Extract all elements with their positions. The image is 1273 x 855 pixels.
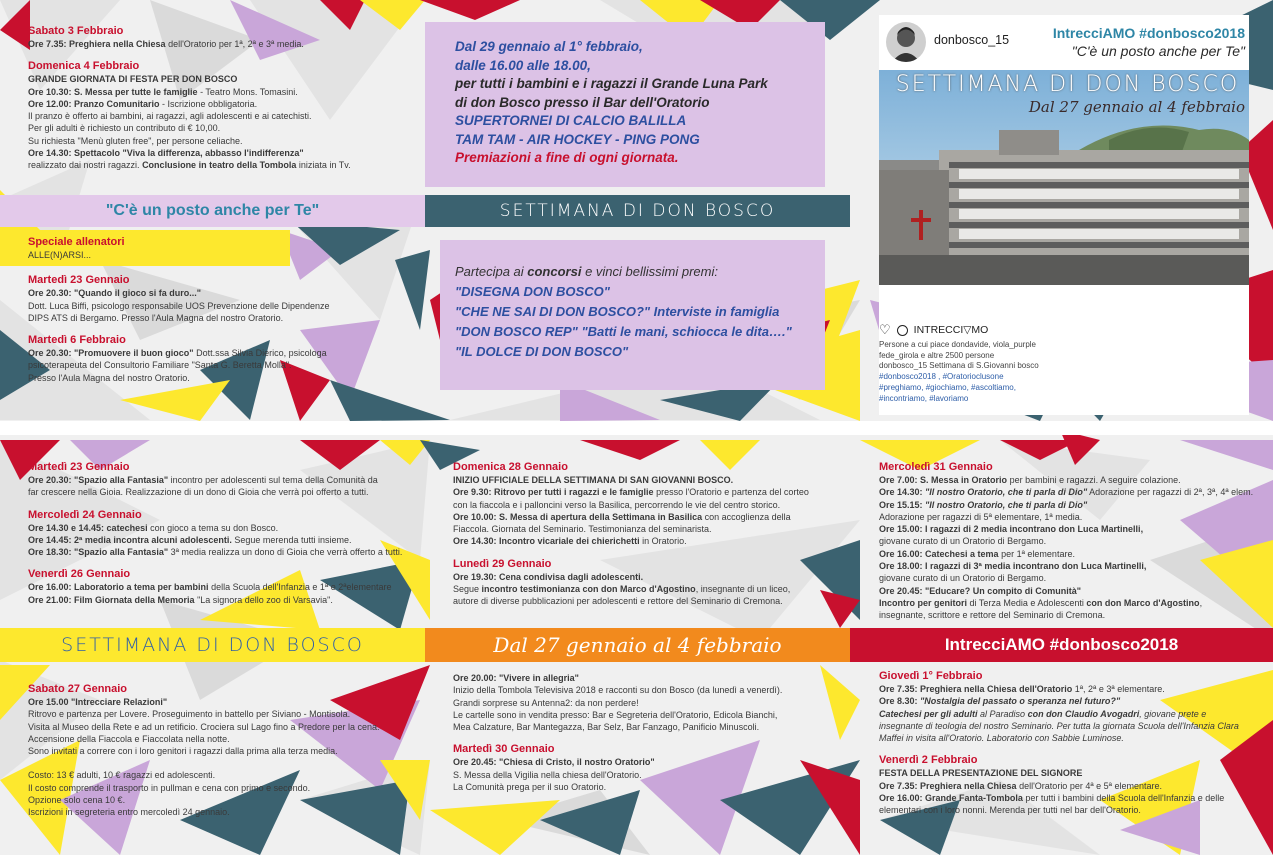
schedule-line: Le cartelle sono in vendita presso: Bar e Segreteria dell'Oratorio, Edicola Bianchi, — [453, 709, 778, 720]
band-hashtag — [850, 628, 1273, 662]
schedule-line: Ore 20.30: "Spazio alla Fantasia" incontro per adolescenti sul tema della Comunità da — [28, 475, 378, 485]
schedule-line: Ore 7.35: Preghiera nella Chiesa dell'Oratorio per 4ª e 5ª elementare. — [879, 780, 1163, 791]
schedule-line: Ore 15.15: "Il nostro Oratorio, che ti parla di Dio" — [879, 499, 1088, 510]
schedule-line: Ore 16.00: Catechesi a tema per 1ª elementare. — [879, 548, 1075, 559]
schedule-line: Ore 20.00: "Vivere in allegria" — [453, 673, 579, 683]
caption-line: donbosco_15 Settimana di S.Giovanni bosco — [879, 361, 1039, 371]
schedule-line: Opzione solo cena 10 €. — [28, 795, 126, 806]
hashtags: #preghiamo, #giochiamo, #ascoltiamo, — [879, 382, 1016, 392]
contest-item: "IL DOLCE DI DON BOSCO" — [455, 344, 629, 359]
schedule-line: autore di diverse pubblicazioni per adolescenti e rettore del Seminario di Cremona. — [453, 596, 783, 607]
schedule-line: Ore 15.00: I ragazzi di 2 media incontrano don Luca Martinelli, — [879, 524, 1144, 535]
schedule-line: con la fiaccola e i palloncini verso la Basilica, percorrendo le vie del centro storico. — [453, 499, 781, 510]
schedule-line: Sono invitati a correre con i loro genitori i ragazzi dalla prima alla terza media. — [28, 746, 338, 757]
schedule-line: Ore 16.00: Grande Fanta-Tombola per tutti i bambini della Scuola dell'Infanzia e delle — [879, 793, 1225, 804]
bottom-middle-schedule — [453, 460, 853, 608]
schedule-line: Ore 14.30: "Il nostro Oratorio, che ti parla di Dio" Adorazione per ragazzi di 2ª, 3ª, 4ª elem. — [879, 487, 1254, 498]
schedule-line: Ore 7.35: Preghiera nella Chiesa dell'Oratorio 1ª, 2ª e 3ª elementare. — [879, 684, 1165, 694]
schedule-line: Catechesi per gli adulti al Paradiso con don Claudio Avogadri, giovane prete e — [879, 708, 1207, 719]
hashtag-title: IntrecciAMO #donbosco2018 — [1052, 25, 1245, 41]
day-heading: Mercoledì 24 Gennaio — [28, 508, 142, 521]
schedule-line: Ore 21.00: Film Giornata della Memoria "La signora dello zoo di Varsavia". — [28, 594, 333, 605]
schedule-line: Ore 12.00: Pranzo Comunitario - Iscrizione obbligatoria. — [28, 98, 258, 109]
schedule-line: Maffei in visita all'Oratorio. Laboratorio con Sabbie Luminose. — [879, 733, 1124, 744]
instagram-header — [1030, 24, 1245, 60]
schedule-line: Mea Calzature, Bar Mantegazza, Bar Selz, Bar Fanzago, Panificio Minuscoli. — [453, 722, 760, 733]
schedule-line: GRANDE GIORNATA DI FESTA PER DON BOSCO — [28, 74, 238, 85]
photo-dates: Dal 27 gennaio al 4 febbraio — [1028, 98, 1245, 116]
schedule-line: giovane curato di un Oratorio di Bergamo. — [879, 536, 1047, 547]
intrecciamo-logo: INTRECCI▽MO — [913, 324, 989, 336]
schedule-line: psicoterapeuta del Consultorio Familiare "Santa G. Beretta Molla". — [28, 360, 292, 371]
schedule-line: insegnante di teologia del nostro Seminario. Per tutta la giornata Scuola dell'Infanzia Clara — [879, 720, 1239, 731]
day-heading: Martedì 23 Gennaio — [28, 274, 130, 287]
day-heading: Sabato 3 Febbraio — [28, 25, 124, 37]
bottom-left-trip — [28, 682, 418, 819]
day-heading: Sabato 27 Gennaio — [28, 683, 128, 695]
schedule-line: Adorazione per ragazzi di 5ª elementare, 1ª media. — [879, 511, 1083, 522]
schedule-line: DIPS ATS di Bergamo. Presso l'Aula Magna del nostro Oratorio. — [28, 312, 284, 323]
day-heading: Domenica 4 Febbraio — [28, 60, 140, 73]
schedule-line: Visita al Museo della Rete e ad un retificio. Crociera sul Lago fino a Predore per la cena. — [28, 721, 380, 732]
schedule-line: elementari con i loro nonni. Merenda per tutti nel bar dell'Oratorio. — [879, 805, 1141, 816]
day-heading: Venerdì 2 Febbraio — [879, 754, 978, 767]
instagram-username: donbosco_15 — [934, 33, 1010, 47]
schedule-line: insegnante, scrittore e rettore del Seminario di Cremona. — [879, 610, 1106, 621]
schedule-line: Ore 9.30: Ritrovo per tutti i ragazzi e le famiglie presso l'Oratorio e partenza del corteo — [453, 487, 809, 498]
lunapark-line: Premiazioni a fine di ogni giornata. — [455, 150, 679, 165]
day-heading: Lunedì 29 Gennaio — [453, 557, 552, 570]
band-settimana-text: SETTIMANA DI DON BOSCO — [61, 634, 364, 656]
schedule-line: ALLE(N)ARSI... — [28, 250, 92, 260]
bottom-middle-tombola — [453, 672, 853, 793]
schedule-line: Ore 14.45: 2ª media incontra alcuni adolescenti. Segue merenda tutti insieme. — [28, 534, 352, 545]
schedule-line: Ritrovo e partenza per Lovere. Proseguimento in battello per Siviano - Montisola. — [28, 709, 351, 720]
slogan-subtitle: "C'è un posto anche per Te" — [1071, 43, 1245, 59]
top-left-coaches — [28, 235, 408, 384]
schedule-line: Iscrizioni in segreteria entro mercoledì 24 gennaio. — [28, 807, 230, 818]
bottom-right-schedule — [879, 460, 1269, 622]
settimana-title: SETTIMANA DI DON BOSCO — [499, 201, 776, 221]
schedule-line: Costo: 13 € adulti, 10 € ragazzi ed adolescenti. — [28, 770, 216, 781]
day-heading: Venerdì 26 Gennaio — [28, 568, 131, 581]
day-heading: Domenica 28 Gennaio — [453, 461, 568, 473]
schedule-line: Grandi sorprese su Antenna2: da non perdere! — [453, 697, 639, 708]
schedule-line: Dott. Luca Biffi, psicologo responsabile UOS Prevenzione delle Dipendenze — [28, 300, 330, 311]
schedule-line: Il costo comprende il trasporto in pullman e cena con primo e secondo. — [28, 782, 311, 793]
likes-line: Persone a cui piace dondavide, viola_purple — [879, 340, 1036, 349]
schedule-line: Ore 20.30: "Quando il gioco si fa duro..." — [28, 288, 202, 299]
schedule-line: Ore 20.45: "Educare? Un compito di Comunità" — [879, 585, 1082, 596]
comment-icon[interactable] — [897, 325, 908, 336]
contest-item: "CHE NE SAI DI DON BOSCO?" Interviste in famiglia — [455, 304, 780, 319]
schedule-line: Ore 18.30: "Spazio alla Fantasia" 3ª media realizza un dono di Gioia che verrà offerto a tutti. — [28, 547, 403, 558]
day-heading: Giovedì 1° Febbraio — [879, 670, 983, 682]
day-heading: Martedì 6 Febbraio — [28, 334, 126, 347]
band-dates-text: Dal 27 gennaio al 4 febbraio — [493, 633, 782, 657]
schedule-line: Ore 20.30: "Promuovere il buon gioco" Dott.ssa Silvia Dierico, psicologa — [28, 348, 327, 359]
schedule-line: Su richiesta "Menù gluten free", per persone celiache. — [28, 135, 243, 146]
schedule-line: Ore 7.00: S. Messa in Oratorio per bambini e ragazzi. A seguire colazione. — [879, 475, 1181, 485]
schedule-line: Ore 10.00: S. Messa di apertura della Settimana in Basilica con accoglienza della — [453, 511, 791, 522]
spacer — [28, 757, 418, 769]
slogan-text: "C'è un posto anche per Te" — [105, 202, 320, 219]
lunapark-line: per tutti i bambini e i ragazzi il Grande Luna Park — [455, 76, 768, 91]
schedule-line: Ore 20.45: "Chiesa di Cristo, il nostro Oratorio" — [453, 757, 655, 768]
schedule-line: Ore 18.00: I ragazzi di 3ª media incontrano don Luca Martinelli, — [879, 561, 1147, 572]
schedule-line: Ore 16.00: Laboratorio a tema per bambini della Scuola dell'Infanzia e 1ª e 2ªelementare — [28, 582, 392, 593]
schedule-line: Ore 14.30 e 14.45: catechesi con gioco a tema su don Bosco. — [28, 522, 279, 533]
schedule-line: Ore 15.00 "Intrecciare Relazioni" — [28, 697, 168, 707]
schedule-line: S. Messa della Vigilia nella chiesa dell'Oratorio. — [453, 769, 642, 780]
bottom-right-feb — [879, 669, 1269, 817]
hashtags: #incontriamo, #lavoriamo — [879, 393, 969, 403]
slogan-band — [0, 195, 425, 227]
lunapark-line: SUPERTORNEI DI CALCIO BALILLA — [455, 113, 687, 128]
bottom-left-schedule — [28, 460, 408, 606]
schedule-line: Incontro per genitori di Terza Media e Adolescenti con don Marco d'Agostino, — [879, 597, 1203, 608]
lunapark-line: di don Bosco presso il Bar dell'Oratorio — [455, 94, 710, 110]
contests-intro: Partecipa ai concorsi e vinci bellissimi premi: — [455, 264, 718, 279]
contests-text — [455, 262, 825, 362]
contest-item: "DISEGNA DON BOSCO" — [455, 284, 610, 299]
lunapark-line: Dal 29 gennaio al 1° febbraio, — [455, 39, 643, 54]
fold-line — [0, 421, 1273, 435]
band-hashtag-text: IntrecciAMO #donbosco2018 — [944, 635, 1179, 654]
contest-item: "DON BOSCO REP" "Batti le mani, schiocca le dita…." — [455, 324, 792, 339]
schedule-line: Segue incontro testimonianza con don Marco d'Agostino, insegnante di un liceo, — [453, 584, 791, 595]
schedule-line: Accensione della Fiaccola e Fiaccolata nella notte. — [28, 733, 230, 744]
schedule-line: Fiaccola. Giornata del Seminario. Testimonianza del seminarista. — [453, 524, 712, 535]
day-heading: Martedì 23 Gennaio — [28, 461, 130, 473]
day-heading: Martedì 30 Gennaio — [453, 743, 555, 756]
likes-line: fede_girola e altre 2500 persone — [879, 350, 995, 360]
schedule-line: far crescere nella Gioia. Realizzazione di un dono di Gioia che verrà poi offerto a tutti. — [28, 487, 369, 498]
schedule-line: giovane curato di un Oratorio di Bergamo. — [879, 573, 1047, 584]
schedule-line: Ore 8.30: "Nostalgia del passato o speranza nel futuro?" — [879, 696, 1121, 707]
instagram-actions — [879, 322, 988, 338]
schedule-line: La Comunità prega per il suo Oratorio. — [453, 782, 607, 793]
avatar — [886, 22, 926, 62]
schedule-line: Ore 19.30: Cena condivisa dagli adolescenti. — [453, 571, 644, 582]
day-heading: Mercoledì 31 Gennaio — [879, 461, 993, 473]
top-left-schedule — [28, 24, 408, 172]
instagram-caption — [879, 340, 1169, 404]
schedule-line: Presso l'Aula Magna del nostro Oratorio. — [28, 372, 190, 383]
schedule-line: Inizio della Tombola Televisiva 2018 e racconti su don Bosco (da lunedì a venerdì). — [453, 685, 783, 696]
lunapark-line: TAM TAM - AIR HOCKEY - PING PONG — [455, 131, 700, 147]
lunapark-line: dalle 16.00 alle 18.00, — [455, 57, 591, 73]
schedule-line: FESTA DELLA PRESENTAZIONE DEL SIGNORE — [879, 768, 1083, 779]
band-settimana — [0, 628, 425, 662]
schedule-line: INIZIO UFFICIALE DELLA SETTIMANA DI SAN GIOVANNI BOSCO. — [453, 475, 734, 485]
settimana-band — [425, 195, 850, 227]
heart-icon[interactable]: ♡ — [879, 322, 891, 337]
schedule-line: Per gli adulti è richiesto un contributo di € 10,00. — [28, 123, 221, 134]
hashtags: #donbosco2018 , #Oratorioclusone — [879, 372, 1004, 382]
section-heading: Speciale allenatori — [28, 236, 125, 248]
schedule-line: Il pranzo è offerto ai bambini, ai ragazzi, agli adolescenti e ai catechisti. — [28, 111, 312, 122]
photo-title: SETTIMANA DI DON BOSCO — [895, 72, 1240, 97]
schedule-line: Ore 14.30: Spettacolo "Viva la differenza, abbasso l'indifferenza" — [28, 148, 304, 159]
schedule-line: realizzato dai nostri ragazzi. Conclusione in teatro della Tombola iniziata in Tv. — [28, 160, 351, 171]
schedule-line: Ore 10.30: S. Messa per tutte le famiglie - Teatro Mons. Tomasini. — [28, 86, 298, 97]
schedule-line: Ore 14.30: Incontro vicariale dei chierichetti in Oratorio. — [453, 536, 687, 547]
lunapark-text — [455, 38, 825, 168]
schedule-line: Ore 7.35: Preghiera nella Chiesa dell'Oratorio per 1ª, 2ª e 3ª media. — [28, 39, 304, 49]
band-dates — [425, 628, 850, 662]
